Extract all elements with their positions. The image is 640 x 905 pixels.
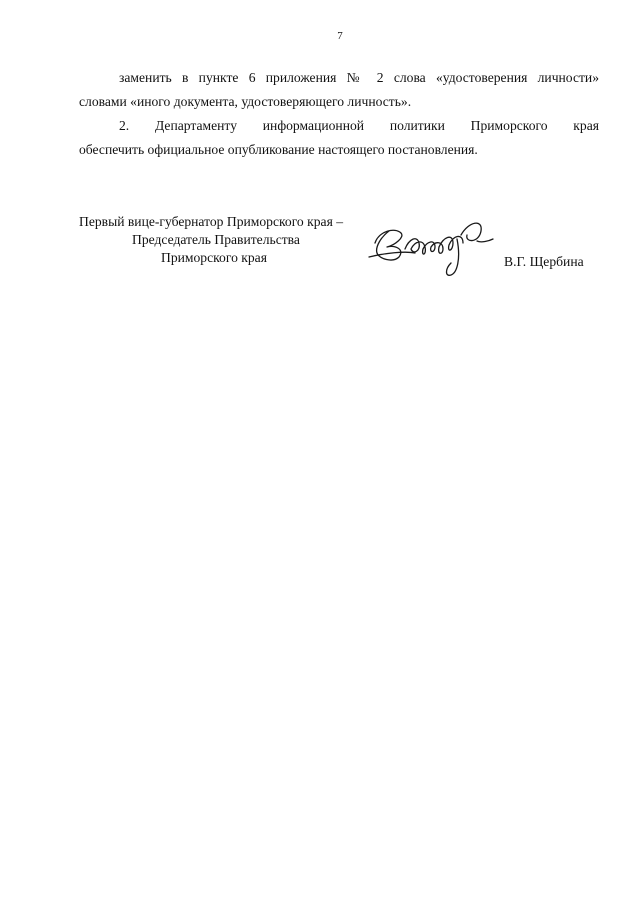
paragraph-1 <box>79 66 599 114</box>
signature-block <box>79 213 599 283</box>
paragraph-2-line-1: 2. Департаменту информационной политики Приморского края <box>119 118 599 133</box>
page-number: 7 <box>337 30 343 42</box>
paragraph-2-line-2: обеспечить официальное опубликование настоящего постановления. <box>79 142 478 157</box>
document-body <box>79 66 599 162</box>
signatory-title-line-2: Председатель Правительства <box>132 232 300 247</box>
signatory-title-line-3: Приморского края <box>161 250 267 265</box>
paragraph-1-line-1: заменить в пункте 6 приложения № 2 слова «удостоверения личности» <box>119 70 599 85</box>
signatory-name: В.Г. Щербина <box>504 254 584 269</box>
handwritten-signature <box>365 213 505 279</box>
signatory-title-line-1: Первый вице-губернатор Приморского края – <box>79 214 344 229</box>
paragraph-2 <box>79 114 599 162</box>
paragraph-1-line-2: словами «иного документа, удостоверяющего личность». <box>79 94 412 109</box>
